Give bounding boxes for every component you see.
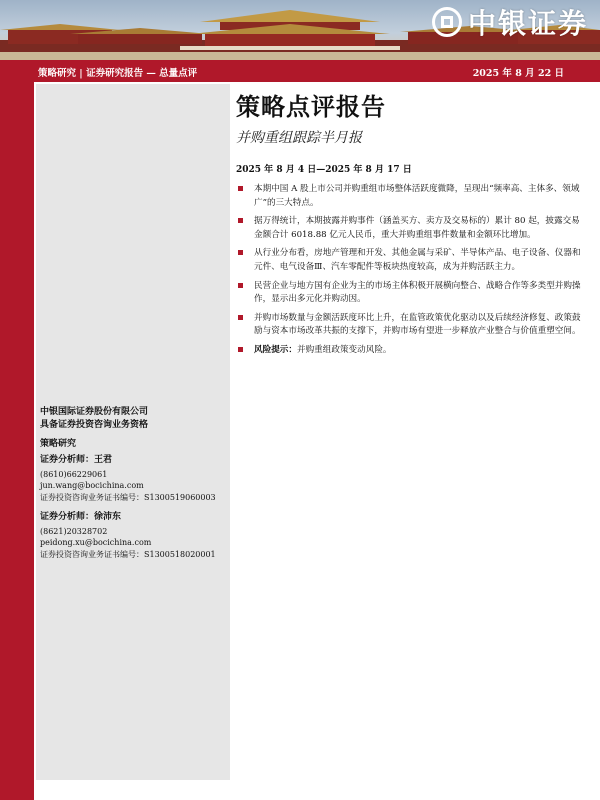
- summary-item: 民营企业与地方国有企业为主的市场主体积极开展横向整合、战略合作等多类型并购操作，显示出多元化并购动因。: [236, 280, 582, 307]
- department: 策略研究: [40, 439, 77, 449]
- brand-logo: [432, 2, 588, 42]
- risk-label: 风险提示：: [254, 344, 297, 355]
- company-name: 中银国际证券股份有限公司: [40, 407, 149, 417]
- left-accent-strip: [0, 82, 34, 800]
- report-header-bar: [0, 60, 600, 82]
- summary-item: 并购市场数量与金额活跃度环比上升，在监管政策优化驱动以及后续经济修复、政策鼓励与资本市场改革共振的支撑下，并购市场有望进一步释放产业整合与价值重塑空间。: [236, 312, 582, 339]
- summary-list: [236, 183, 582, 358]
- risk-text: 并购重组政策变动风险。: [296, 344, 392, 355]
- risk-item: [236, 344, 582, 358]
- summary-item: 本期中国 A 股上市公司并购重组市场整体活跃度微降，呈现出“频率高、主体多、领域广”的三大特点。: [236, 183, 582, 210]
- analyst-name: 徐沛东: [94, 512, 122, 522]
- report-title: 策略点评报告: [236, 92, 386, 121]
- report-subtitle: 并购重组跟踪半月报: [236, 130, 362, 146]
- bullet-square-icon: [238, 218, 243, 223]
- report-date: 2025 年 8 月 22 日: [472, 68, 564, 79]
- analyst-email[interactable]: peidong.xu@bocichina.com: [40, 538, 152, 547]
- bullet-square-icon: [238, 347, 243, 352]
- company-info: [40, 406, 228, 432]
- analyst-phone: (8610)66229061: [40, 469, 108, 479]
- header-banner: [0, 0, 600, 60]
- analyst-email[interactable]: jun.wang@bocichina.com: [40, 481, 144, 490]
- bullet-square-icon: [238, 315, 243, 320]
- license-text: 具备证券投资咨询业务资格: [40, 420, 149, 430]
- bullet-square-icon: [238, 283, 243, 288]
- report-body: [236, 90, 582, 363]
- bullet-square-icon: [238, 186, 243, 191]
- analyst-card: [40, 455, 230, 503]
- analyst-phone: (8621)20328702: [40, 526, 108, 536]
- analyst-cert: 证券投资咨询业务证书编号：S1300519060003: [40, 492, 216, 502]
- analyst-heading: 证券分析师：徐沛东: [40, 512, 122, 522]
- boc-logo-icon: [432, 7, 462, 37]
- sidebar-panel: [36, 84, 230, 780]
- summary-item: 从行业分布看，房地产管理和开发、其他金属与采矿、半导体产品、电子设备、仪器和元件、电气设备Ⅲ、汽车零配件等板块热度较高，成为并购活跃主力。: [236, 247, 582, 274]
- bullet-square-icon: [238, 250, 243, 255]
- analyst-cert: 证券投资咨询业务证书编号：S1300518020001: [40, 549, 216, 559]
- analyst-card: [40, 512, 230, 560]
- breadcrumb: 策略研究 | 证券研究报告 — 总量点评: [38, 68, 198, 79]
- analyst-name: 王君: [94, 455, 113, 465]
- brand-name: 中银证券: [467, 7, 588, 40]
- analyst-heading: 证券分析师：王君: [40, 455, 113, 465]
- report-period: 2025 年 8 月 4 日—2025 年 8 月 17 日: [236, 165, 412, 175]
- summary-item: 据万得统计，本期披露并购事件（涵盖买方、卖方及交易标的）累计 80 起，披露交易金额合计 6018.88 亿元人民币，重大并购重组事件数量和金额环比增加。: [236, 215, 582, 242]
